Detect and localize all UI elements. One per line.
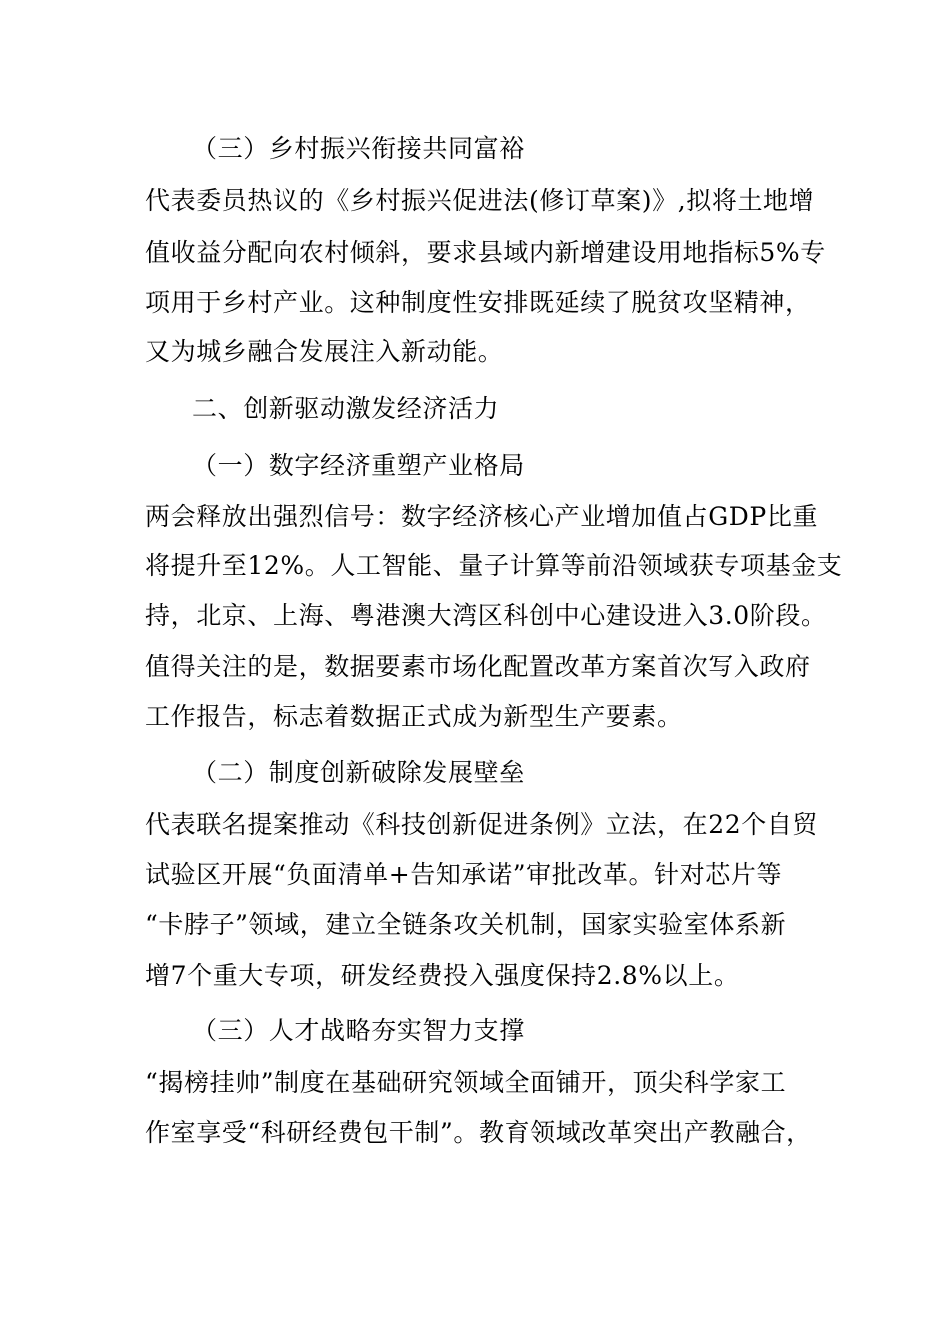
paragraph-line: 项用于乡村产业。这种制度性安排既延续了脱贫攻坚精神， bbox=[145, 288, 811, 317]
paragraph-line: 持，北京、上海、粤港澳大湾区科创中心建设进入3.0阶段。 bbox=[145, 601, 827, 630]
paragraph-line: 值得关注的是，数据要素市场化配置改革方案首次写入政府 bbox=[145, 652, 811, 681]
paragraph-line: 试验区开展“负面清单+告知承诺”审批改革。针对芯片等 bbox=[145, 860, 783, 889]
section-heading: （三）人才战略夯实智力支撑 bbox=[192, 1016, 525, 1045]
paragraph-line: 代表联名提案推动《科技创新促进条例》立法，在22个自贸 bbox=[145, 810, 819, 839]
paragraph-line: 值收益分配向农村倾斜，要求县域内新增建设用地指标5%专 bbox=[145, 238, 826, 267]
paragraph-line: 代表委员热议的《乡村振兴促进法(修订草案)》,拟将土地增 bbox=[145, 186, 815, 215]
section-heading: （二）制度创新破除发展壁垒 bbox=[192, 758, 525, 787]
section-heading: （三）乡村振兴衔接共同富裕 bbox=[192, 134, 525, 163]
paragraph-line: “卡脖子”领域，建立全链条攻关机制，国家实验室体系新 bbox=[145, 910, 787, 939]
section-heading: 二、创新驱动激发经济活力 bbox=[192, 394, 500, 423]
paragraph-line: 增7个重大专项，研发经费投入强度保持2.8%以上。 bbox=[145, 961, 740, 990]
paragraph-line: 两会释放出强烈信号：数字经济核心产业增加值占GDP比重 bbox=[145, 502, 819, 531]
paragraph-line: “揭榜挂帅”制度在基础研究领域全面铺开，顶尖科学家工 bbox=[145, 1068, 787, 1097]
paragraph-line: 又为城乡融合发展注入新动能。 bbox=[145, 337, 504, 366]
paragraph-line: 将提升至12%。人工智能、量子计算等前沿领域获专项基金支 bbox=[145, 551, 843, 580]
paragraph-line: 工作报告，标志着数据正式成为新型生产要素。 bbox=[145, 702, 683, 731]
paragraph-line: 作室享受“科研经费包干制”。教育领域改革突出产教融合， bbox=[145, 1118, 812, 1147]
section-heading: （一）数字经济重塑产业格局 bbox=[192, 451, 525, 480]
